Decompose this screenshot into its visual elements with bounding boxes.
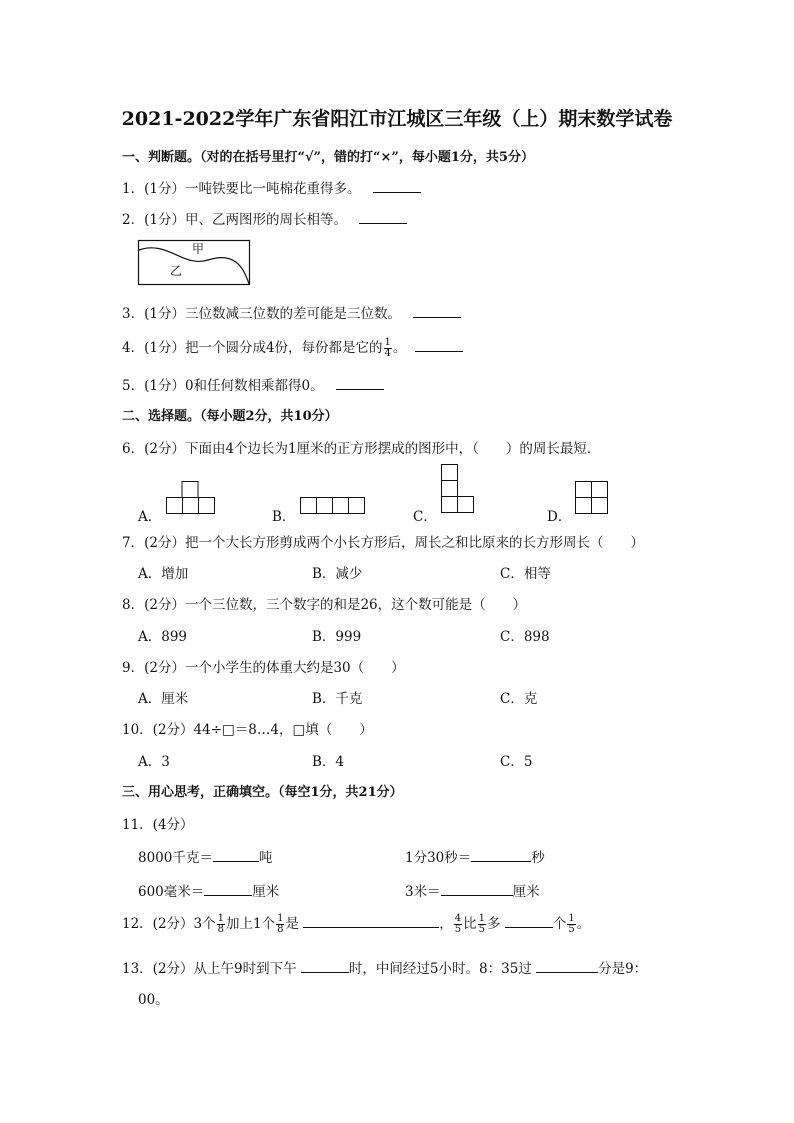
fraction-denominator: 5 [454,924,462,935]
q12-text-add: 加上1个 [226,916,276,932]
fraction-one-fifth [478,914,486,935]
fraction-one-eighth [217,914,225,935]
q11-item-c [138,880,279,900]
q6-option-b[interactable]: B． [272,509,296,525]
q11-item-a [138,846,272,866]
fraction-one-quarter [384,338,392,359]
fraction-denominator: 5 [478,924,486,935]
q12-text-more: 多 [487,916,501,932]
question-1-text: 1．(1分）一吨铁要比一吨棉花重得多。 [122,181,361,197]
fraction-numerator: 4 [454,913,462,924]
q8-option-c[interactable]: C．898 [500,629,550,645]
q11-item-c-unit: 厘米 [252,884,280,900]
question-3 [122,302,461,322]
q12-blank-1[interactable] [303,913,439,928]
fraction-numerator: 1 [478,913,486,924]
question-1 [122,177,421,197]
q11-item-b-blank[interactable] [471,847,531,862]
q12-text-ge: 个 [552,916,567,932]
q9-option-a[interactable]: A．厘米 [138,691,189,707]
question-2 [122,208,407,228]
page-title: 2021-2022学年广东省阳江市江城区三年级（上）期末数学试卷 [121,108,673,130]
question-5-answer-blank[interactable] [336,375,384,390]
q7-option-b[interactable]: B．减少 [312,566,363,582]
q7-option-a[interactable]: A．增加 [138,566,189,582]
q11-item-d-blank[interactable] [441,881,513,896]
q6-option-c[interactable]: C． [413,509,437,525]
q10-option-a[interactable]: A．3 [138,754,170,770]
fraction-denominator: 8 [217,924,224,935]
section-2-heading: 二、选择题。（每小题2分，共10分） [122,409,338,424]
question-2-answer-blank[interactable] [359,209,407,224]
q12-text-is: 是 [285,916,299,932]
fraction-denominator: 4 [384,348,391,359]
figure-label-yi: 乙 [170,264,183,278]
q10-option-c[interactable]: C．5 [500,754,533,770]
q6-option-b-figure [300,497,366,515]
q13-text-end: 分是9： [598,961,648,977]
question-7: 7．(2分）把一个大长方形剪成两个小长方形后，周长之和比原来的长方形周长（ ） [122,535,644,551]
question-10: 10．(2分）44÷□＝8…4，□填（ ） [122,722,373,738]
figure-label-jia: 甲 [192,242,205,256]
fraction-numerator: 1 [277,913,284,924]
q11-item-a-prefix: 8000千克＝ [138,850,213,866]
q11-item-d [405,880,540,900]
fraction-four-fifths [454,914,462,935]
q11-item-c-prefix: 600毫米＝ [138,884,205,900]
q13-continuation: 00。 [138,992,169,1008]
question-4-text: 4．(1分）把一个圆分成4份，每份都是它的 [122,340,383,356]
q13-blank-2[interactable] [536,958,598,973]
q11-item-b [405,846,545,866]
q11-item-a-unit: 吨 [258,850,273,866]
q6-option-d-figure [575,481,608,514]
q8-option-b[interactable]: B．999 [312,629,362,645]
question-5-text: 5．(1分）0和任何数相乘都得0。 [122,378,324,394]
q11-item-c-blank[interactable] [204,881,252,896]
q12-end: 。 [576,916,591,932]
q13-text-start: 13．(2分）从上午9时到下午 [122,961,297,977]
question-13 [122,957,647,977]
question-5 [122,374,384,394]
question-8: 8．(2分）一个三位数，三个数字的和是26，这个数可能是（ ） [122,597,527,613]
question-4-end: 。 [392,340,407,356]
question-11: 11．(4分） [122,817,194,833]
q8-option-a[interactable]: A．899 [138,629,188,645]
q9-option-b[interactable]: B．千克 [312,691,363,707]
question-6: 6．(2分）下面由4个边长为1厘米的正方形摆成的图形中，（ ）的周长最短． [122,441,601,457]
q13-text-middle: 时，中间经过5小时。8：35过 [348,961,532,977]
fraction-one-eighth [276,914,284,935]
q12-blank-2[interactable] [505,913,553,928]
fraction-one-fifth [567,914,575,935]
q12-comma: ， [439,916,453,932]
q12-text-start: 12．(2分）3个 [122,916,216,932]
q11-item-a-blank[interactable] [213,847,259,862]
question-12 [122,912,590,935]
q6-option-a-figure [166,481,215,514]
fraction-numerator: 1 [568,913,575,924]
q11-item-d-prefix: 3米＝ [405,884,441,900]
fraction-numerator: 1 [384,337,391,348]
q12-text-than: 比 [463,916,477,932]
q11-item-b-prefix: 1分30秒＝ [405,850,472,866]
q6-option-a[interactable]: A． [138,509,162,525]
q11-item-d-unit: 厘米 [512,884,540,900]
q13-blank-1[interactable] [301,958,349,973]
question-3-text: 3．(1分）三位数减三位数的差可能是三位数。 [122,306,401,322]
section-1-heading: 一、判断题。（对的在括号里打“√”，错的打“×”，每小题1分，共5分） [122,150,534,165]
fraction-denominator: 8 [277,924,284,935]
q11-item-b-unit: 秒 [531,850,545,866]
question-4 [122,336,463,359]
question-1-answer-blank[interactable] [373,178,421,193]
fraction-denominator: 5 [568,924,575,935]
question-2-text: 2．(1分）甲、乙两图形的周长相等。 [122,212,347,228]
question-3-answer-blank[interactable] [413,303,461,318]
q10-option-b[interactable]: B．4 [312,754,345,770]
section-3-heading: 三、用心思考，正确填空。（每空1分，共21分） [122,785,403,800]
q9-option-c[interactable]: C．克 [500,691,538,707]
question-9: 9．(2分）一个小学生的体重大约是30（ ） [122,660,405,676]
q6-option-d[interactable]: D． [547,509,572,525]
fraction-numerator: 1 [217,913,224,924]
q6-option-c-figure [441,464,474,514]
question-4-answer-blank[interactable] [415,337,463,352]
q7-option-c[interactable]: C．相等 [500,566,551,582]
